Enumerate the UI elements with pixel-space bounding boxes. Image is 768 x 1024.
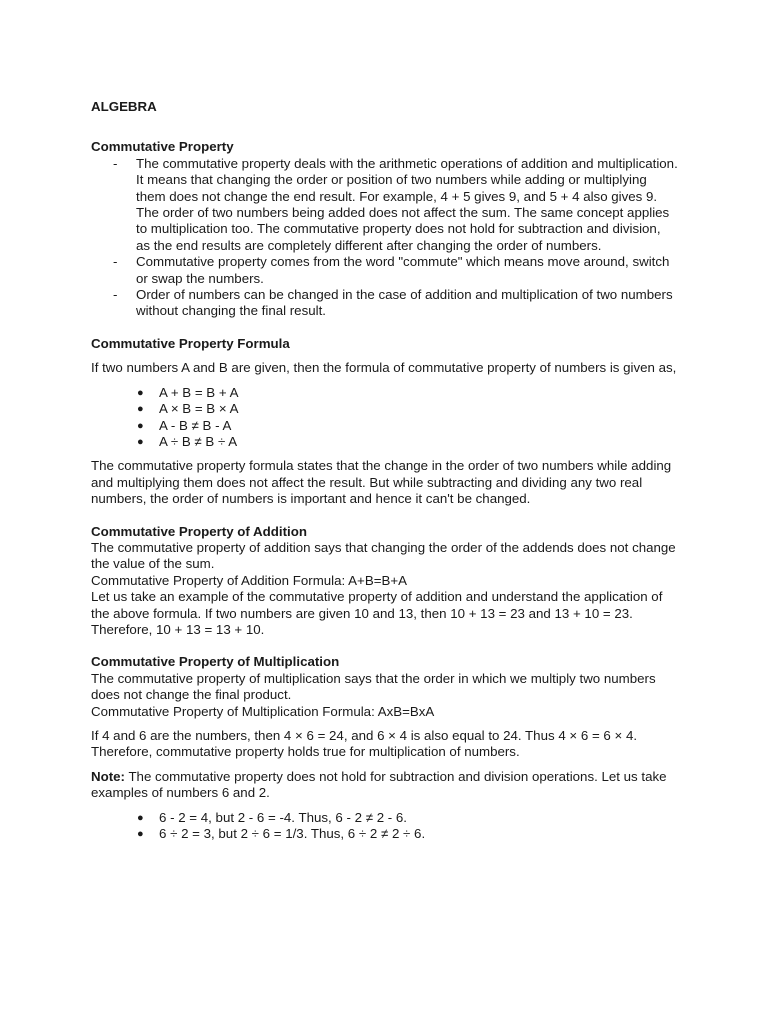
addition-formula: Commutative Property of Addition Formula: A+B=B+A: [91, 572, 407, 588]
list-item: [91, 385, 678, 401]
note-text: The commutative property does not hold for subtraction and division operations. Let us take examples of numbers 6 and 2.: [91, 768, 667, 801]
note-paragraph: [91, 769, 678, 802]
list-item: [91, 254, 678, 287]
note-example-item: 6 - 2 = 4, but 2 - 6 = -4. Thus, 6 - 2 ≠ 2 - 6.: [159, 809, 407, 825]
note-example-item: 6 ÷ 2 = 3, but 2 ÷ 6 = 1/3. Thus, 6 ÷ 2 ≠ 2 ÷ 6.: [159, 826, 426, 842]
dash-marker: -: [113, 254, 118, 270]
note-example-list: [91, 810, 678, 843]
document-title: ALGEBRA: [91, 99, 157, 114]
formula-item: A ÷ B ≠ B ÷ A: [159, 433, 238, 449]
list-item-text: Commutative property comes from the word "commute" which means move around, switch or swap the numbers.: [136, 254, 670, 286]
section-heading-addition: Commutative Property of Addition: [91, 523, 307, 539]
formula-item: A × B = B × A: [159, 401, 239, 417]
bullet-marker: ●: [137, 419, 144, 432]
list-item-text: Order of numbers can be changed in the case of addition and multiplication of two numbers without changing the final result.: [136, 287, 673, 319]
formula-intro: If two numbers A and B are given, then the formula of commutative property of numbers is given as,: [91, 360, 677, 376]
formula-item: A + B = B + A: [159, 384, 239, 400]
formula-list: [91, 385, 678, 451]
section-heading-formula: Commutative Property Formula: [91, 335, 290, 351]
section-heading-multiplication: Commutative Property of Multiplication: [91, 654, 340, 670]
multiplication-example: If 4 and 6 are the numbers, then 4 × 6 = 24, and 6 × 4 is also equal to 24. Thus 4 × 6 = 6 × 4. Therefore, commutative property holds true for multiplication of numbers.: [91, 728, 638, 760]
bullet-marker: ●: [137, 828, 144, 841]
list-item-text: The commutative property deals with the arithmetic operations of addition and multiplication. It means that changing the order or position of two numbers while adding or multiplying them does not change the end result. For example, 4 + 5 gives 9, and 5 + 4 also gives 9. The order of two numbers being added does not affect the sum. The same concept applies to multiplication too. The commutative property does not hold for subtraction and division, as the end results are completely different after changing the order of numbers.: [136, 155, 678, 253]
list-item: [91, 418, 678, 434]
list-item: [91, 826, 678, 842]
dash-marker: -: [113, 287, 118, 303]
list-item: [91, 287, 678, 320]
bullet-marker: ●: [137, 435, 144, 448]
list-item: [91, 810, 678, 826]
list-item: [91, 401, 678, 417]
dash-marker: -: [113, 155, 118, 171]
addition-definition: The commutative property of addition says that changing the order of the addends does not change the value of the sum.: [91, 539, 676, 572]
note-label: Note:: [91, 768, 125, 784]
section-heading-commutative: Commutative Property: [91, 139, 234, 155]
commutative-bullet-list: [91, 156, 678, 320]
bullet-marker: ●: [137, 386, 144, 399]
formula-item: A - B ≠ B - A: [159, 417, 232, 433]
formula-conclusion: The commutative property formula states that the change in the order of two numbers while adding and multiplying them does not affect the result. But while subtracting and dividing any two real numbers, the order of numbers is important and hence it can't be changed.: [91, 458, 672, 507]
multiplication-definition: The commutative property of multiplication says that the order in which we multiply two numbers does not change the final product.: [91, 670, 656, 703]
list-item: [91, 156, 678, 254]
bullet-marker: ●: [137, 811, 144, 824]
multiplication-formula: Commutative Property of Multiplication Formula: AxB=BxA: [91, 703, 435, 719]
addition-example: Let us take an example of the commutative property of addition and understand the application of the above formula. If two numbers are given 10 and 13, then 10 + 13 = 23 and 13 + 10 = 23. Therefore, 10 + 13 = 13 + 10.: [91, 589, 663, 637]
list-item: [91, 434, 678, 450]
bullet-marker: ●: [137, 403, 144, 416]
